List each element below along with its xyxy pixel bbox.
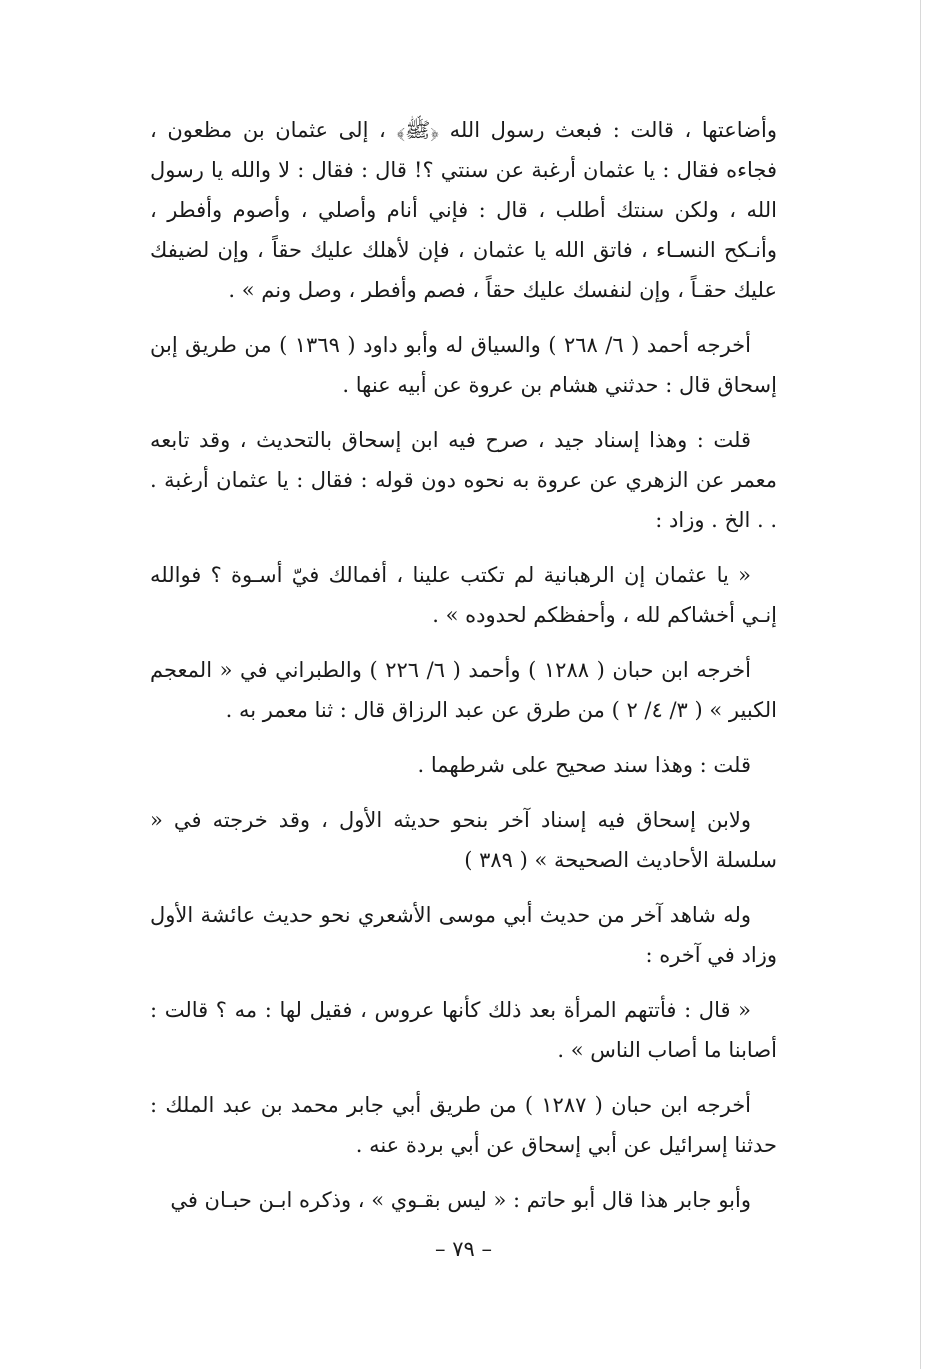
paragraph-ibn-ishaq-isnad: ولابن إسحاق فيه إسناد آخر بنحو حديثه الأول ، وقد خرجته في « سلسلة الأحاديث الصحيحة » ( ٣٨٩ ) [150,808,777,872]
page-edge-line [920,0,921,1369]
paragraph-abu-jabir: وأبو جابر هذا قال أبو حاتم : « ليس بقـوي » ، وذكره ابـن حبـان في [170,1188,751,1212]
paragraph-quote-arus: « قال : فأتتهم المرأة بعد ذلك كأنها عروس ، فقيل لها : مه ؟ قالت : أصابنا ما أصاب الناس » . [150,998,777,1062]
paragraph-isnad-comment: قلت : وهذا إسناد جيد ، صرح فيه ابن إسحاق بالتحديث ، وقد تابعه معمر عن الزهري عن عروة به نحوه دون قوله : فقال : يا عثمان أرغبة . . . الخ . وزاد : [150,428,777,532]
paragraph-takhrij-ibn-hibban: أخرجه ابن حبان ( ١٢٨٨ ) وأحمد ( ٦/ ٢٢٦ ) والطبراني في « المعجم الكبير » ( ٣/ ٤/ ٢ ) من طرق عن عبد الرزاق قال : ثنا معمر به . [150,658,777,722]
paragraph-quote-ruhbaniyya: « يا عثمان إن الرهبانية لم تكتب علينا ، أفمالك فيّ أسـوة ؟ فوالله إنـي أخشاكم لله ، وأحفظكم لحدوده » . [150,563,777,627]
paragraph-shahid: وله شاهد آخر من حديث أبي موسى الأشعري نحو حديث عائشة الأول وزاد في آخره : [150,903,777,967]
paragraph-sahih-comment: قلت : وهذا سند صحيح على شرطهما . [417,753,751,777]
page-body [150,110,777,1235]
paragraph-takhrij-ahmad: أخرجه أحمد ( ٦/ ٢٦٨ ) والسياق له وأبو داود ( ١٣٦٩ ) من طريق إبن إسحاق قال : حدثني هشام بن عروة عن أبيه عنها . [150,333,777,397]
page-number: – ٧٩ – [435,1237,492,1261]
paragraph-takhrij-ibn-hibban-2: أخرجه ابن حبان ( ١٢٨٧ ) من طريق أبي جابر محمد بن عبد الملك : حدثنا إسرائيل عن أبي إسحاق عن أبي بردة عنه . [150,1093,777,1157]
paragraph-continuation: وأضاعتها ، قالت : فبعث رسول الله ﴿ﷺ﴾ ، إلى عثمان بن مظعون ، فجاءه فقال : يا عثمان أرغبة عن سنتي ؟! قال : فقال : لا والله يا رسول الله ، ولكن سنتك أطلب ، قال : فإني أنام وأصلي ، وأصوم وأفطر ، وأنـكح النسـاء ، فاتق الله يا عثمان ، فإن لأهلك عليك حقاً ، وإن لضيفك عليك حقـاً ، وإن لنفسك عليك حقاً ، فصم وأفطر ، وصل ونم » . [150,118,777,302]
